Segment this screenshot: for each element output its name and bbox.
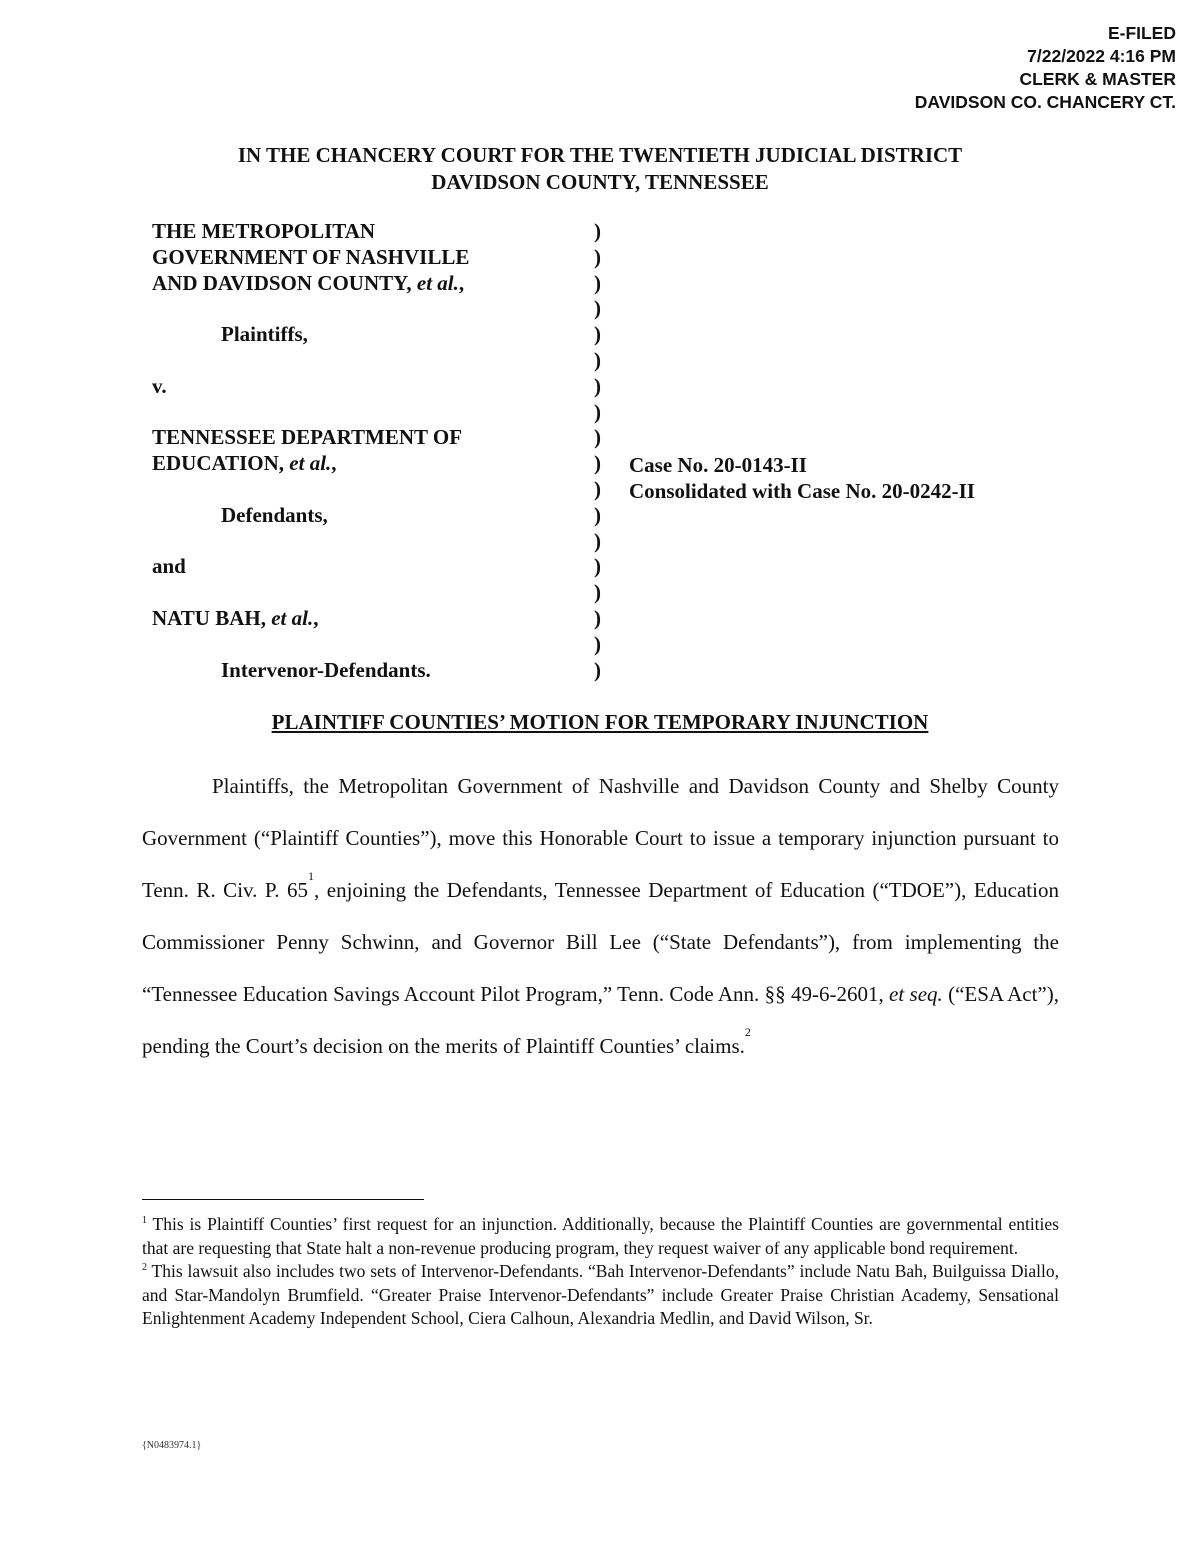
comma: , (458, 270, 465, 295)
paren: ) (594, 270, 601, 295)
defendant-name-text: EDUCATION, (152, 451, 285, 476)
blank-line (152, 348, 469, 374)
case-number-block (629, 452, 975, 504)
paren: ) (594, 296, 601, 321)
paren: ) (594, 451, 601, 476)
court-heading-line1: IN THE CHANCERY COURT FOR THE TWENTIETH JUDICIAL DISTRICT (237, 143, 963, 167)
paren: ) (594, 580, 601, 605)
footnote-ref-1: 1 (308, 869, 315, 883)
paren: ) (594, 476, 601, 501)
blank-line (152, 580, 469, 606)
paren: ) (594, 425, 601, 450)
body-paragraph (142, 760, 1059, 1072)
paren: ) (594, 528, 601, 553)
paren: ) (594, 347, 601, 372)
consolidated-case: Consolidated with Case No. 20-0242-II (629, 479, 975, 503)
paren: ) (594, 244, 601, 269)
efiled-timestamp: 7/22/2022 4:16 PM (1027, 46, 1176, 66)
defendant-name-line1: TENNESSEE DEPARTMENT OF (152, 425, 463, 450)
efiled-label: E-FILED (1107, 23, 1176, 43)
motion-body (142, 760, 1059, 1072)
et-seq: et seq. (889, 982, 943, 1006)
intervenor-name-text: NATU BAH, (152, 605, 266, 630)
comma: , (331, 451, 337, 476)
plaintiff-name-line3 (152, 271, 469, 297)
paren: ) (594, 631, 601, 656)
document-id: {N0483974.1} (142, 1440, 202, 1451)
motion-title: PLAINTIFF COUNTIES’ MOTION FOR TEMPORARY INJUNCTION (271, 710, 929, 734)
paren: ) (594, 322, 601, 347)
paren: ) (594, 399, 601, 424)
blank-line (152, 632, 469, 658)
efiled-court: DAVIDSON CO. CHANCERY CT. (914, 92, 1176, 112)
footnote-ref-2: 2 (744, 1025, 751, 1039)
paren: ) (594, 502, 601, 527)
plaintiffs-label: Plaintiffs, (221, 322, 308, 347)
court-heading (0, 142, 1200, 196)
footnotes (142, 1213, 1059, 1331)
case-number: Case No. 20-0143-II (629, 453, 807, 477)
footnote-2 (142, 1260, 1059, 1331)
paren: ) (594, 657, 601, 682)
blank-line (152, 477, 469, 503)
intervenor-name (152, 606, 469, 632)
footnote-mark-2: 2 (142, 1262, 147, 1273)
efiled-stamp (915, 22, 1176, 114)
and-label: and (152, 554, 186, 579)
footnote-divider (142, 1199, 424, 1200)
efiled-clerk: CLERK & MASTER (1019, 69, 1176, 89)
blank-line (152, 529, 469, 555)
et-al: et al. (289, 451, 332, 476)
comma: , (313, 605, 319, 630)
plaintiff-name-text: AND DAVIDSON COUNTY, (152, 270, 412, 295)
paren: ) (594, 373, 601, 398)
blank-line (152, 400, 469, 426)
intervenors-label: Intervenor-Defendants. (221, 657, 431, 682)
paren: ) (594, 554, 601, 579)
paren: ) (594, 219, 601, 243)
paren: ) (594, 605, 601, 630)
body-text-part1: Plaintiffs, the Metropolitan Government of Nashville and Davidson County and Shelby County Government (“Plaintiff Counties”), move this Honorable Court to issue a temporary injunction pursuant to Tenn. R. Civ. P. 65 (142, 774, 1059, 902)
footnote-1-text: This is Plaintiff Counties’ first request for an injunction. Additionally, because the Plaintiff Counties are governmental entities that are requesting that State halt a non-revenue producing program, they request waiver of any applicable bond requirement. (142, 1214, 1059, 1258)
caption-paren-column (594, 219, 601, 683)
defendant-name-line2 (152, 451, 469, 477)
plaintiff-name-line2: GOVERNMENT OF NASHVILLE (152, 244, 470, 269)
footnote-mark-1: 1 (142, 1215, 147, 1226)
et-al: et al. (271, 605, 314, 630)
footnote-2-text: This lawsuit also includes two sets of Intervenor-Defendants. “Bah Intervenor-Defendants” include Natu Bah, Builguissa Diallo, and Star-Mandolyn Brumfield. “Greater Praise Intervenor-Defendants” include Greater Praise Christian Academy, Sensational Enlightenment Academy Independent School, Ciera Calhoun, Alexandria Medlin, and David Wilson, Sr. (142, 1261, 1059, 1328)
footnote-1 (142, 1213, 1059, 1260)
versus: v. (152, 373, 167, 398)
body-text-part2: , enjoining the Defendants, Tennessee Department of Education (“TDOE”), Education Commissioner Penny Schwinn, and Governor Bill Lee (“State Defendants”), from implementing the “Tennessee Education Savings Account Pilot Program,” Tenn. Code Ann. §§ 49-6-2601, (142, 878, 1059, 1006)
plaintiff-name-line1: THE METROPOLITAN (152, 219, 376, 243)
et-al: et al. (416, 270, 459, 295)
body-text-part3: (“ESA Act”), pending the Court’s decision on the merits of Plaintiff Counties’ claims. (142, 982, 1059, 1058)
defendants-label: Defendants, (221, 502, 328, 527)
court-heading-line2: DAVIDSON COUNTY, TENNESSEE (431, 170, 769, 194)
blank-line (152, 296, 469, 322)
case-caption (152, 219, 469, 683)
